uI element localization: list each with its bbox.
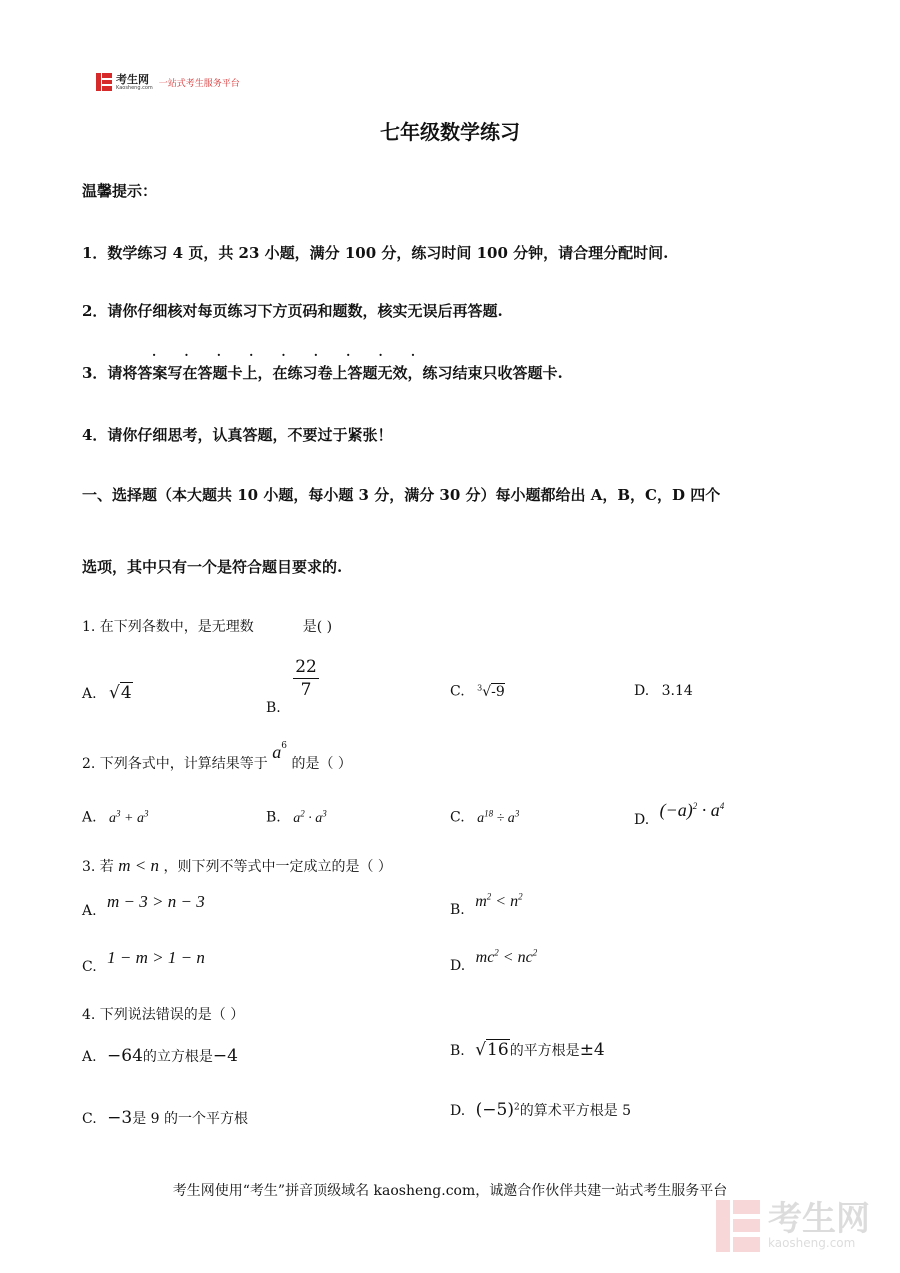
q1-b-label: B. (266, 699, 281, 716)
q1-a-label: A. (82, 686, 97, 702)
q2-stem-text: 2. 下列各式中，计算结果等于 (82, 756, 268, 772)
q2-a-expr: $a^3 + a^3$ (109, 808, 149, 826)
q3-option-d[interactable] (450, 948, 538, 975)
section-heading-line1: 一、选择题（本大题共 10 小题，每小题 3 分，满分 30 分）每小题都给出 A，B，C，D 四个 (82, 486, 721, 504)
section-heading-line2: 选项，其中只有一个是符合题目要求的. (82, 558, 343, 576)
q2-b-expr: $a^2 \cdot a^3$ (293, 808, 327, 826)
q2-option-a[interactable] (82, 808, 148, 827)
q1-c-label: C. (450, 683, 465, 700)
cube-root-symbol: $^3$√-9 (477, 683, 505, 700)
header-logo[interactable] (96, 72, 240, 92)
q3-stem (82, 856, 392, 876)
q2-option-c[interactable] (450, 808, 519, 827)
q1-option-b[interactable] (266, 656, 319, 716)
q4-b-result: ±4 (579, 1040, 605, 1060)
watermark-name: 考生网 (768, 1199, 870, 1239)
emphasis-dots: · · · · · · · · · (152, 348, 428, 362)
logo-name: 考生网 (116, 72, 149, 86)
q3-c-expr: 1 − m > 1 − n (107, 948, 205, 967)
q1-d-value: 3.14 (661, 683, 693, 699)
q3-c-label: C. (82, 959, 97, 975)
q3-stem-pre: 3. 若 (82, 859, 114, 875)
q1-d-label: D. (634, 683, 650, 699)
q1-option-a[interactable] (82, 683, 133, 703)
q4-d-exponent: 2 (513, 1102, 520, 1113)
q3-b-label: B. (450, 902, 465, 919)
q2-b-label: B. (266, 809, 281, 826)
logo-slogan: 一站式考生服务平台 (158, 78, 240, 89)
q1-b-denominator: 7 (300, 680, 312, 700)
q4-b-text: 的平方根是 (509, 1043, 580, 1059)
q4-b-label: B. (450, 1043, 465, 1059)
q1-option-d[interactable] (634, 683, 693, 699)
q4-d-value: (−5) (475, 1100, 514, 1120)
q4-option-d[interactable] (450, 1100, 631, 1120)
q3-option-a[interactable] (82, 892, 205, 919)
q2-option-d[interactable] (634, 800, 725, 828)
q4-c-text: 是 9 的一个平方根 (132, 1111, 248, 1127)
watermark-domain: kaosheng.com (768, 1236, 856, 1250)
q1-b-fraction (293, 656, 319, 701)
q4-a-label: A. (82, 1049, 97, 1065)
logo-domain: Kaosheng.com (116, 84, 153, 91)
q4-option-c[interactable] (82, 1108, 248, 1128)
q3-option-c[interactable] (82, 948, 205, 975)
q4-stem: 4. 下列说法错误的是（ ） (82, 1007, 245, 1023)
q4-c-label: C. (82, 1111, 97, 1127)
hint-item-3: 3．请将答案写在答题卡上，在练习卷上答题无效，练习结束只收答题卡. (82, 364, 563, 382)
q2-stem-base: a (272, 742, 282, 762)
q4-option-b[interactable] (450, 1040, 605, 1060)
q3-a-expr: m − 3 > n − 3 (107, 892, 205, 911)
q2-c-label: C. (450, 809, 465, 826)
hint-item-4: 4．请你仔细思考，认真答题，不要过于紧张！ (82, 426, 393, 444)
hint-heading: 温馨提示： (82, 182, 158, 200)
q1-c-index: 3 (477, 683, 483, 692)
q4-d-label: D. (450, 1103, 466, 1119)
q1-stem-end: 是( ) (302, 619, 333, 635)
q2-c-expr: $a^{18} \div a^3$ (477, 808, 520, 826)
q1-stem (82, 616, 332, 636)
q2-d-expr: $(-a)^2 \cdot a^4$ (659, 800, 725, 820)
q3-option-b[interactable] (450, 892, 523, 919)
q1-stem-text: 1. 在下列各数中，是无理数 (82, 619, 254, 635)
footer-text: 考生网使用“考生”拼音顶级域名 kaosheng.com，诚邀合作伙伴共建一站式考生服务平台 (172, 1183, 728, 1199)
q1-a-value: 4 (120, 683, 132, 703)
q4-a-text: 的立方根是 (142, 1049, 213, 1065)
logo-icon (96, 73, 112, 91)
hint-item-2: 2．请你仔细核对每页练习下方页码和题数，核实无误后再答题. (82, 302, 503, 320)
watermark (716, 1200, 870, 1252)
q4-c-value: −3 (107, 1108, 133, 1128)
q3-b-expr: $m^2 < n^2$ (475, 892, 523, 911)
sqrt-symbol: √4 (109, 683, 132, 703)
q4-d-text: 的算术平方根是 5 (519, 1103, 632, 1119)
q2-stem-end: 的是（ ） (291, 756, 352, 772)
watermark-logo-icon (716, 1200, 760, 1252)
q4-a-value: −64 (107, 1046, 143, 1066)
q4-sqrt-symbol: √16 (475, 1040, 509, 1060)
q1-b-numerator: 22 (295, 657, 317, 677)
q3-d-expr: $mc^2 < nc^2$ (475, 948, 538, 967)
q2-d-label: D. (634, 812, 650, 828)
q2-stem-exp: 6 (281, 741, 287, 752)
q3-stem-end: ，则下列不等式中一定成立的是（ ） (163, 859, 392, 875)
q1-option-c[interactable] (450, 683, 505, 700)
q3-d-label: D. (450, 958, 466, 975)
q4-b-value: 16 (487, 1040, 509, 1060)
q3-stem-math: m < n (118, 856, 160, 875)
q2-stem (82, 741, 352, 773)
q1-c-value: -9 (491, 683, 505, 700)
hint-item-1: 1．数学练习 4 页，共 23 小题，满分 100 分，练习时间 100 分钟，请合理分配时间. (82, 244, 669, 262)
q4-option-a[interactable] (82, 1046, 238, 1066)
q2-a-label: A. (82, 809, 97, 826)
q2-option-b[interactable] (266, 808, 327, 827)
q3-a-label: A. (82, 903, 97, 919)
page-title: 七年级数学练习 (380, 120, 520, 144)
q4-a-result: −4 (212, 1046, 238, 1066)
